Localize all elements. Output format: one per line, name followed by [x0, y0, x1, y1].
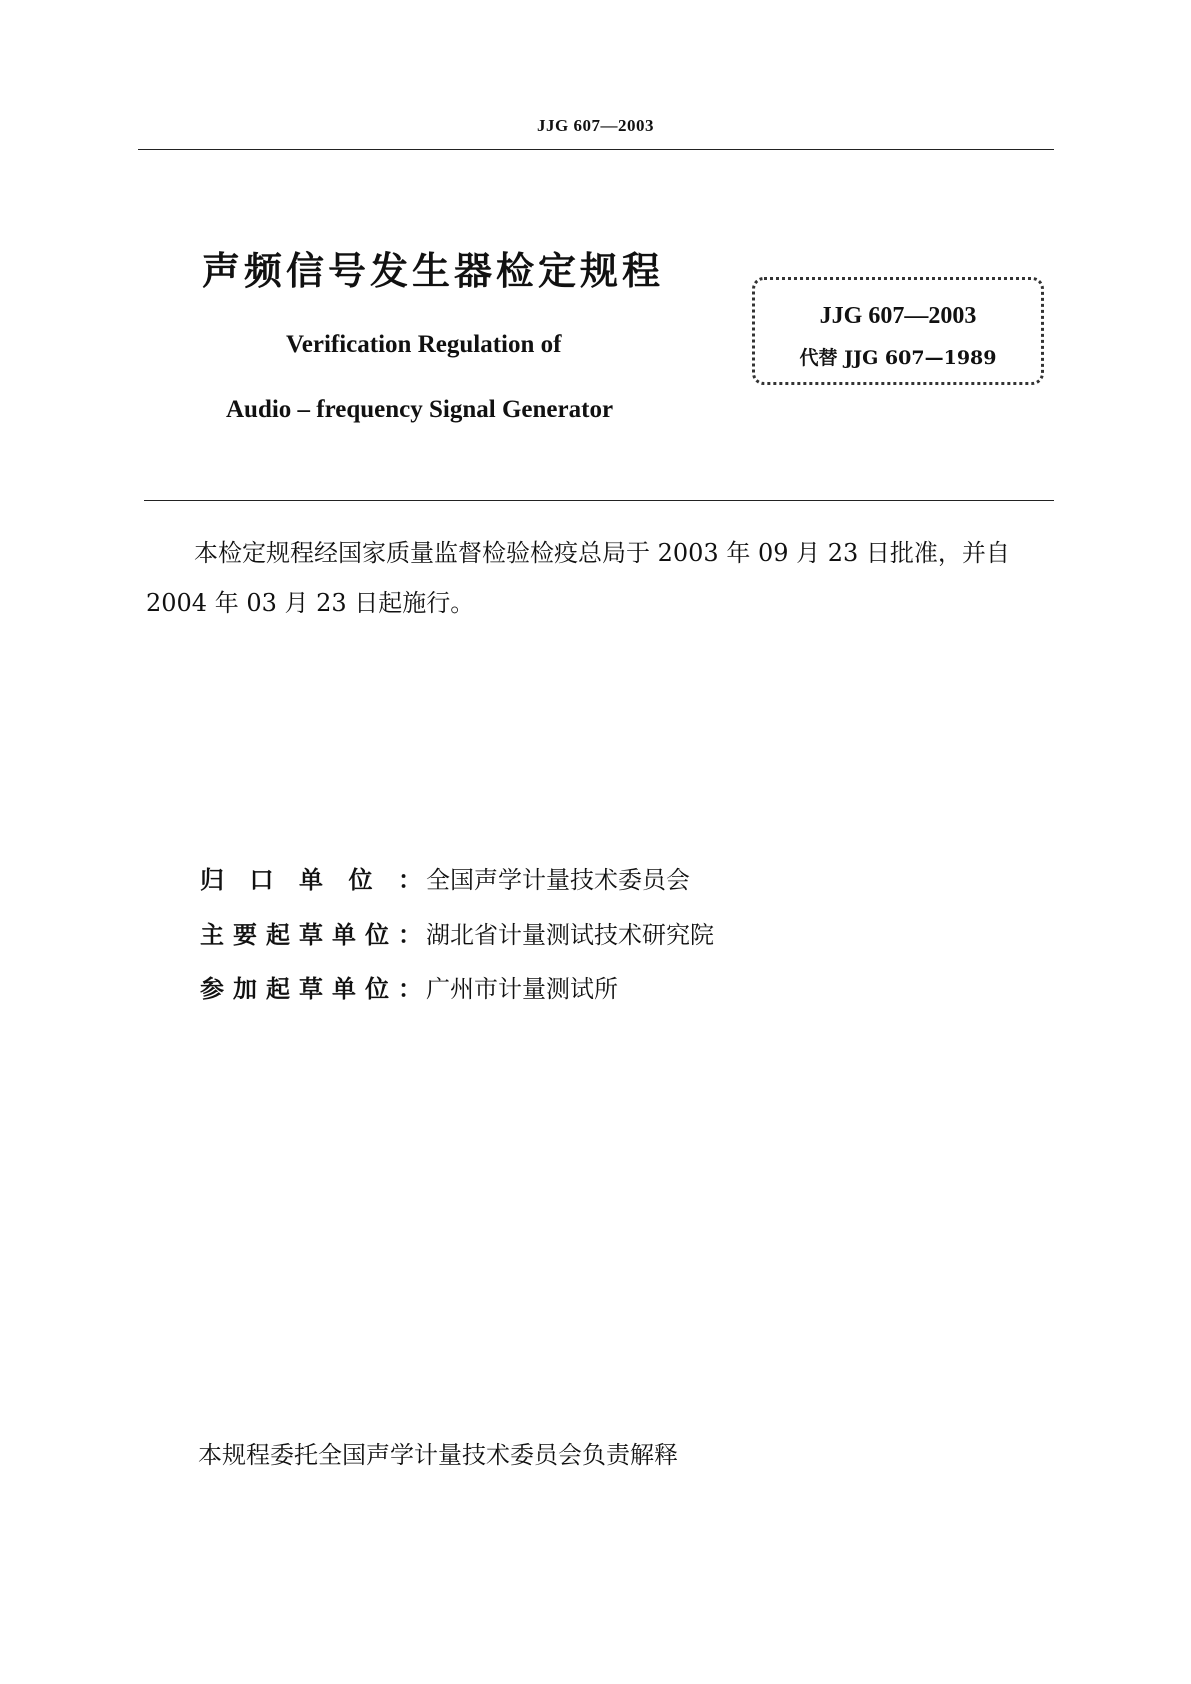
standard-code: JJG 607—2003: [819, 303, 977, 329]
interpretation-note: 本规程委托全国声学计量技术委员会负责解释: [198, 1441, 678, 1469]
replaces-code: 代替 JJG 607—1989: [799, 347, 997, 369]
unit-value: 湖北省计量测试技术研究院: [426, 921, 714, 949]
header-rule: [138, 149, 1054, 150]
title-english-line1: Verification Regulation of: [286, 331, 562, 358]
unit-label: 归口单位：: [200, 866, 422, 894]
standard-code-box: [752, 277, 1044, 385]
approval-statement: 本检定规程经国家质量监督检验检疫总局于 2003 年 09 月 23 日批准，并自 2004 年 03 月 23 日起施行。: [146, 539, 1010, 617]
unit-row-main-drafter: [200, 915, 714, 950]
title-chinese: 声频信号发生器检定规程: [202, 249, 665, 293]
unit-value: 广州市计量测试所: [426, 975, 618, 1003]
title-english-line2: Audio – frequency Signal Generator: [226, 396, 614, 423]
unit-label: 主要起草单位：: [200, 921, 422, 949]
unit-row-responsible: [200, 860, 690, 895]
unit-label: 参加起草单位：: [200, 975, 422, 1003]
unit-row-participating-drafter: [200, 969, 618, 1004]
unit-value: 全国声学计量技术委员会: [426, 866, 690, 894]
title-rule: [144, 500, 1054, 501]
running-head: JJG 607—2003: [537, 116, 654, 135]
